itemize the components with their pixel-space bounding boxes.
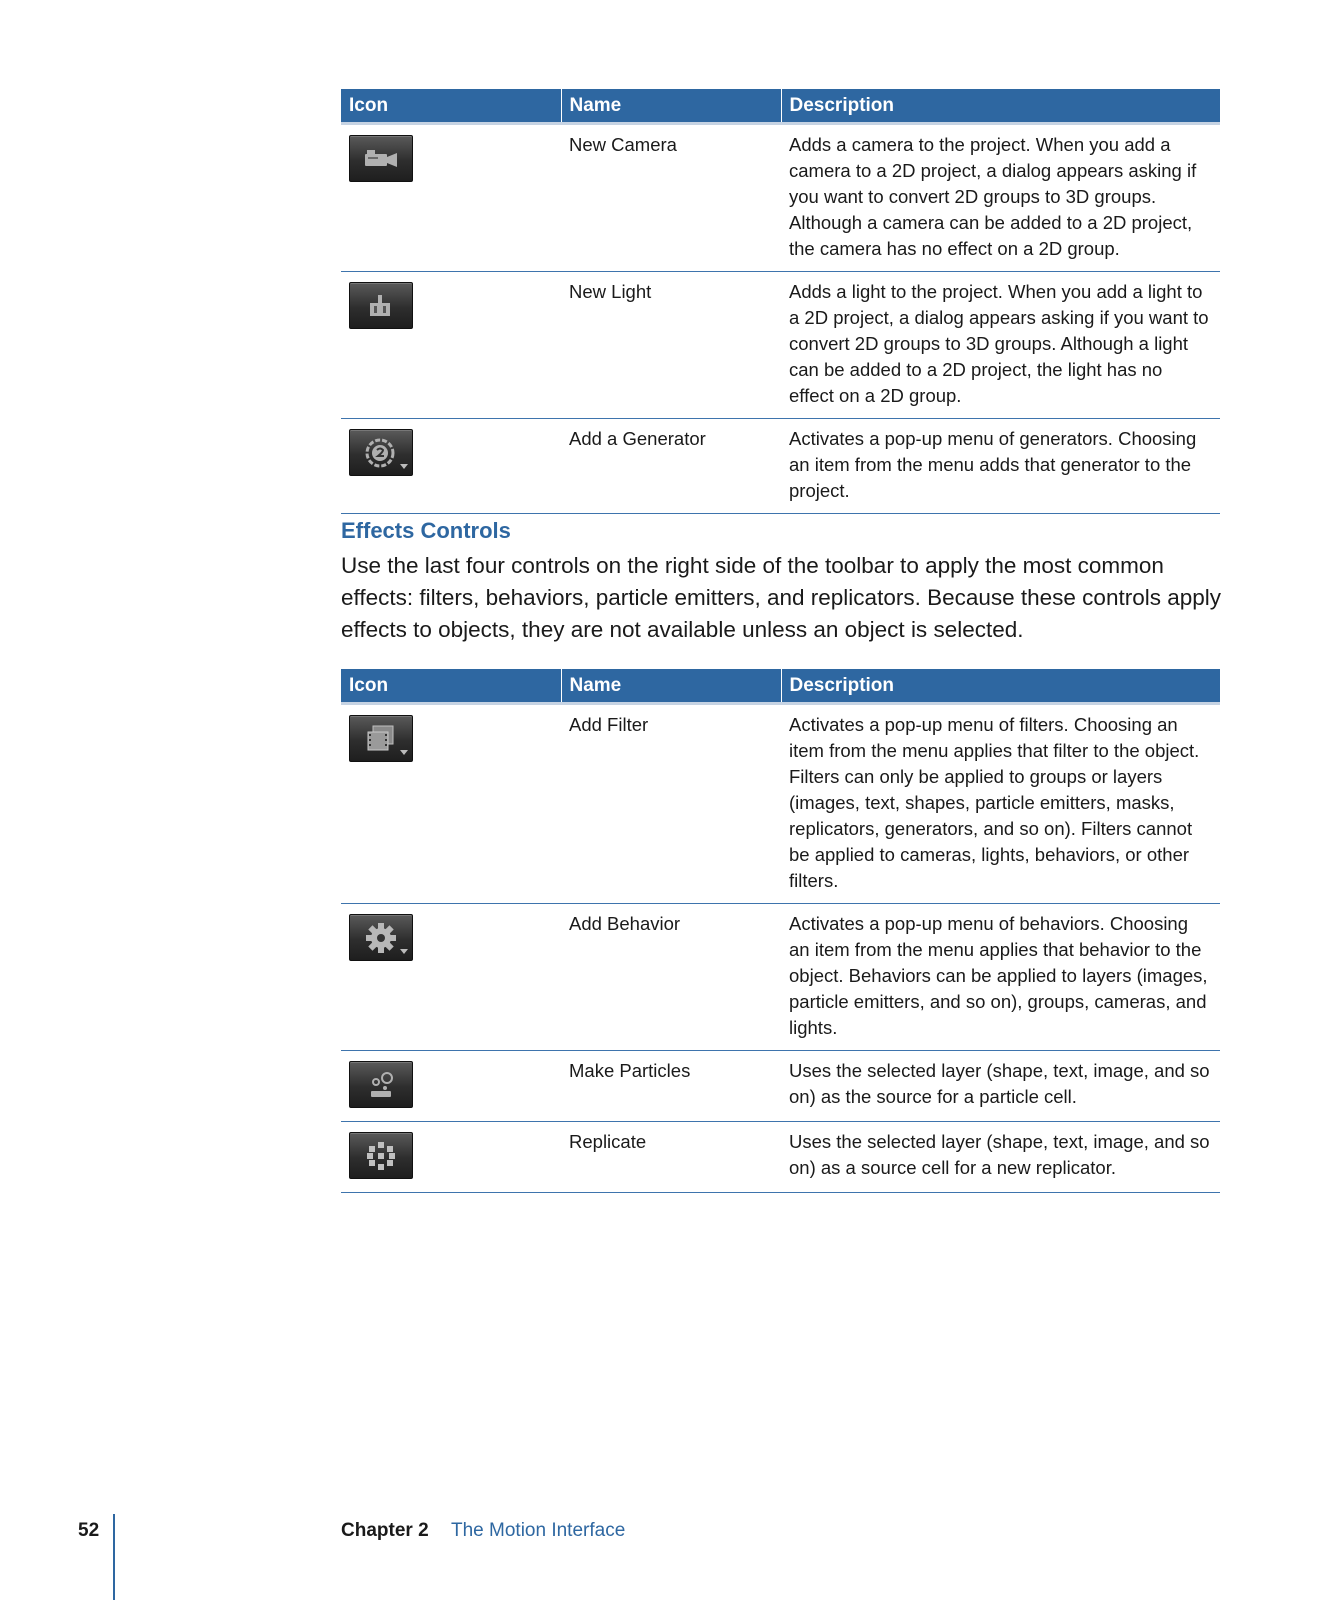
particles-icon bbox=[349, 1061, 413, 1108]
row-name: Add Behavior bbox=[561, 904, 781, 1051]
header-description: Description bbox=[781, 669, 1220, 704]
row-description: Adds a camera to the project. When you add a camera to a 2D project, a dialog appears asking if you want to convert 2D groups to 3D groups. Although a camera can be added to a 2D project, the camera has no effect on a 2D group. bbox=[781, 124, 1220, 272]
filter-icon bbox=[349, 715, 413, 762]
table-row-make-particles bbox=[341, 1051, 1220, 1122]
popup-arrow-icon bbox=[400, 949, 408, 954]
row-name: New Camera bbox=[561, 124, 781, 272]
table-row-new-camera bbox=[341, 124, 1220, 272]
page-number: 52 bbox=[78, 1520, 100, 1541]
light-icon bbox=[349, 282, 413, 329]
row-description: Uses the selected layer (shape, text, image, and so on) as the source for a particle cell. bbox=[781, 1051, 1220, 1122]
header-icon: Icon bbox=[341, 669, 561, 704]
row-name: Replicate bbox=[561, 1122, 781, 1193]
row-name: Make Particles bbox=[561, 1051, 781, 1122]
toolbar-controls-table bbox=[341, 89, 1220, 514]
row-description: Activates a pop-up menu of generators. Choosing an item from the menu adds that generator to the project. bbox=[781, 419, 1220, 514]
row-description: Uses the selected layer (shape, text, image, and so on) as a source cell for a new replicator. bbox=[781, 1122, 1220, 1193]
row-name: Add Filter bbox=[561, 704, 781, 904]
header-description: Description bbox=[781, 89, 1220, 124]
footer-divider bbox=[113, 1514, 115, 1600]
table-header-row bbox=[341, 89, 1220, 124]
table-row-add-generator bbox=[341, 419, 1220, 514]
popup-arrow-icon bbox=[400, 464, 408, 469]
replicator-icon bbox=[349, 1132, 413, 1179]
generator-icon bbox=[349, 429, 413, 476]
row-name: New Light bbox=[561, 272, 781, 419]
section-body: Use the last four controls on the right side of the toolbar to apply the most common effects: filters, behaviors, particle emitters, and replicators. Because these controls apply effects to objects, they are not available unless an object is selected. bbox=[341, 553, 1222, 642]
table-row-add-behavior bbox=[341, 904, 1220, 1051]
popup-arrow-icon bbox=[400, 750, 408, 755]
gear-icon bbox=[349, 914, 413, 961]
header-name: Name bbox=[561, 89, 781, 124]
effects-controls-table bbox=[341, 669, 1220, 1193]
table-row-new-light bbox=[341, 272, 1220, 419]
section-title: Effects Controls bbox=[341, 518, 511, 543]
header-name: Name bbox=[561, 669, 781, 704]
footer-chapter: Chapter 2 bbox=[341, 1520, 429, 1541]
table-row-add-filter bbox=[341, 704, 1220, 904]
row-description: Activates a pop-up menu of filters. Choosing an item from the menu applies that filter to the object. Filters can only be applied to groups or layers (images, text, shapes, particle emitters, masks, replicators, generators, and so on). Filters cannot be applied to cameras, lights, behaviors, or other filters. bbox=[781, 704, 1220, 904]
row-description: Adds a light to the project. When you add a light to a 2D project, a dialog appears asking if you want to convert 2D groups to 3D groups. Although a light can be added to a 2D project, the light has no effect on a 2D group. bbox=[781, 272, 1220, 419]
table-header-row bbox=[341, 669, 1220, 704]
row-description: Activates a pop-up menu of behaviors. Choosing an item from the menu applies that behavior to the object. Behaviors can be applied to layers (images, particle emitters, and so on), groups, cameras, and lights. bbox=[781, 904, 1220, 1051]
header-icon: Icon bbox=[341, 89, 561, 124]
row-name: Add a Generator bbox=[561, 419, 781, 514]
footer-chapter-title: The Motion Interface bbox=[451, 1520, 626, 1541]
video-camera-icon bbox=[349, 135, 413, 182]
table-row-replicate bbox=[341, 1122, 1220, 1193]
